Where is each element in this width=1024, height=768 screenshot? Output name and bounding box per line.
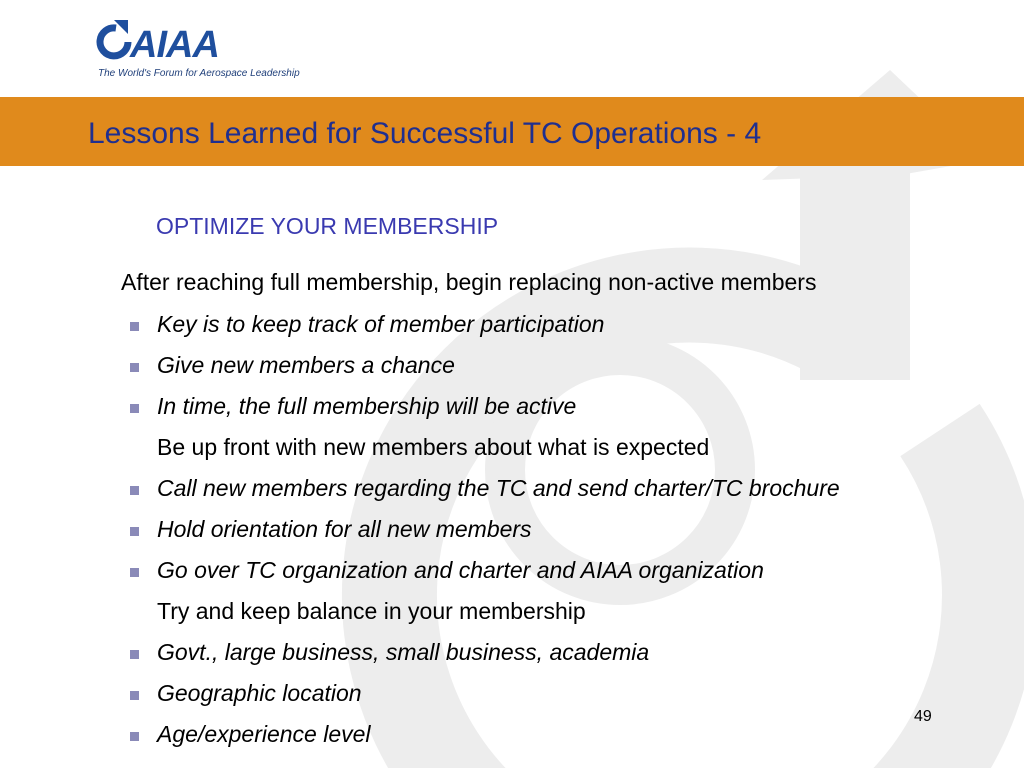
bullet-square-icon [130,486,139,495]
list-item: Hold orientation for all new members [157,516,532,542]
bullet-square-icon [130,322,139,331]
sub-heading: Be up front with new members about what is expected [157,434,710,460]
logo-wordmark: AIAA [130,24,219,66]
list-item: In time, the full membership will be active [157,393,577,419]
bullet-square-icon [130,527,139,536]
list-item: Call new members regarding the TC and send charter/TC brochure [157,475,840,501]
sub-heading: Try and keep balance in your membership [157,598,586,624]
list-item: Geographic location [157,680,362,706]
aiaa-logo [96,18,300,80]
page-number: 49 [914,708,932,725]
section-heading: OPTIMIZE YOUR MEMBERSHIP [156,213,499,239]
bullet-square-icon [130,691,139,700]
intro-text: After reaching full membership, begin replacing non-active members [121,269,817,295]
logo-tagline: The World's Forum for Aerospace Leadership [98,68,300,79]
bullet-square-icon [130,363,139,372]
list-item: Govt., large business, small business, academia [157,639,650,665]
slide-title: Lessons Learned for Successful TC Operations - 4 [88,117,762,150]
list-item: Give new members a chance [157,352,455,378]
list-item: Go over TC organization and charter and AIAA organization [157,557,764,583]
bullet-square-icon [130,650,139,659]
list-item: Key is to keep track of member participation [157,311,605,337]
bullet-square-icon [130,404,139,413]
bullet-square-icon [130,732,139,741]
list-item: Age/experience level [157,721,371,747]
bullet-square-icon [130,568,139,577]
